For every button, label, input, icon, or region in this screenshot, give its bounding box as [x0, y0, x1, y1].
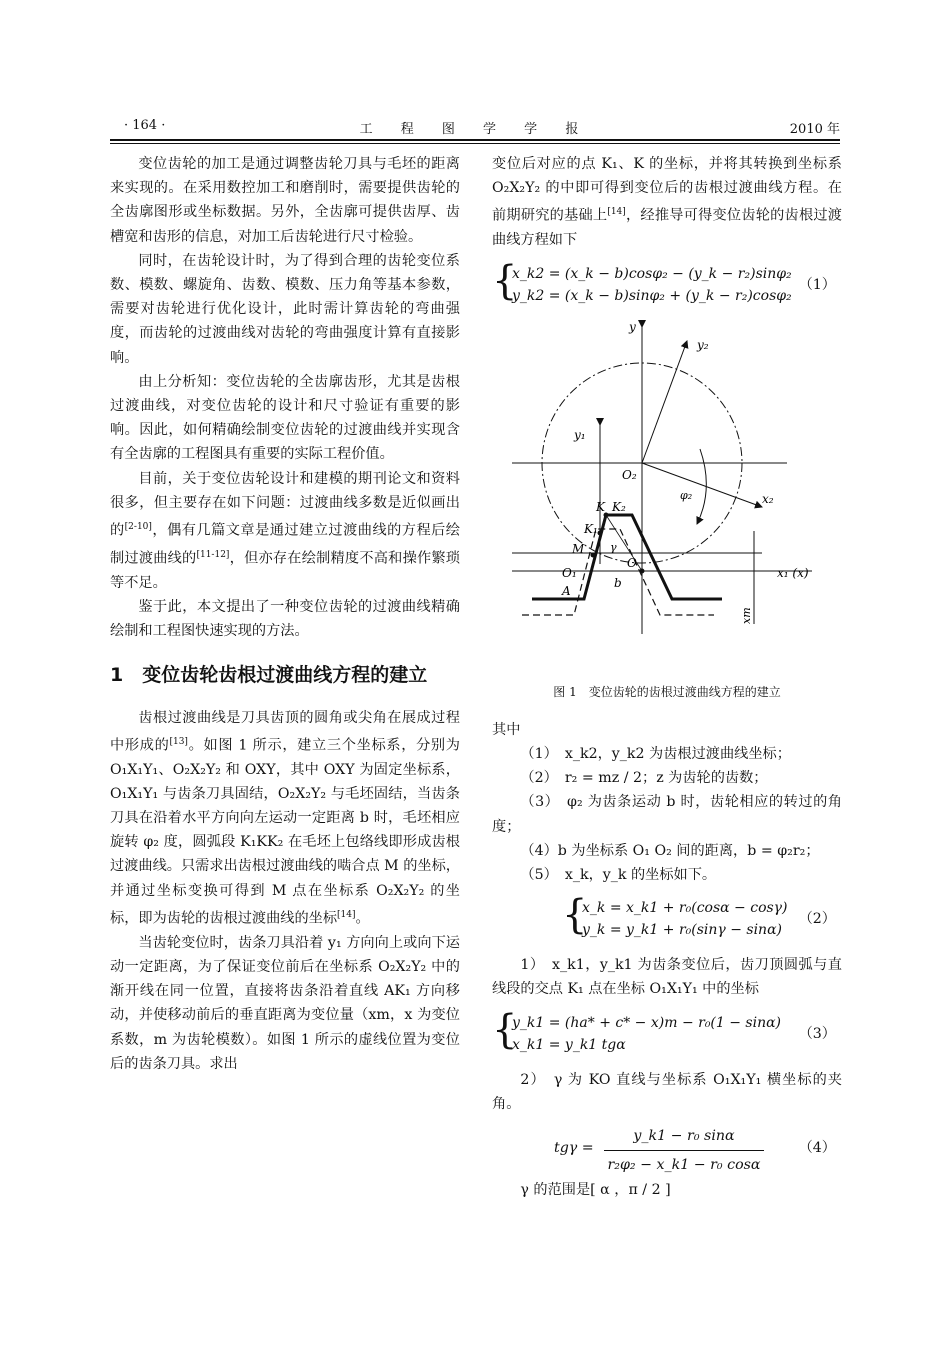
eq3-line-2: x_k1 = y_k1 tgα: [512, 1036, 626, 1053]
item-2: （2） r₂ = mz / 2；z 为齿轮的齿数；: [520, 770, 768, 787]
equation-brace: {: [492, 257, 518, 304]
label-b: b: [614, 575, 622, 590]
journal-name: 工 程 图 学 学 报: [359, 122, 591, 137]
p6-text-b: 。如图 1 所示，建立三个坐标系，分别为 O₁X₁Y₁、O₂X₂Y₂ 和 OXY，其中 OXY 为固定坐标系，O₁X₁Y₁ 与齿条刀具固结，O₂X₂Y₂ 与毛坯固结，当齿条刀具在沿着水平方向向左运动一定距离 b 时，毛坯相应旋转 φ₂ 度，圆弧段 K₁KK₂ 在毛坯上包络线即形成齿根过渡曲线。只需求出齿根过渡曲线的啮合点 M 的坐标，并通过坐标变换可得到 M 点在坐标系 O₂X₂Y₂ 的坐标，即为齿轮的齿根过渡曲线的坐标: [110, 737, 460, 927]
eq4-lhs: tgγ =: [554, 1139, 594, 1156]
gear-diagram: [492, 319, 842, 674]
rp1-text-a: 变位后对应的点 K₁、K 的坐标，并将其转换到坐标系 O₂X₂Y₂ 的中即可得到变位后的齿根过渡曲线方程。在前期研究的基础上: [492, 156, 842, 225]
sub-item-1: 1） x_k1，y_k1 为齿条变位后，齿刀顶圆弧与直线段的交点 K₁ 点在坐标 O₁X₁Y₁ 中的坐标: [492, 957, 842, 998]
ref-13: [13]: [169, 736, 188, 747]
ref-11-12: [11-12]: [196, 549, 230, 560]
eq2-line-1: x_k = x_k1 + r₀(cosα − cosγ): [582, 900, 788, 917]
paragraph-5: 鉴于此，本文提出了一种变位齿轮的过渡曲线精确绘制和工程图快速实现的方法。: [110, 599, 460, 640]
label-y2: y₂: [697, 337, 709, 352]
label-O1: O₁: [562, 565, 577, 580]
label-xm: xm: [740, 606, 753, 624]
running-header: [110, 118, 840, 138]
sub-item-2: 2） γ 为 KO 直线与坐标系 O₁X₁Y₁ 横坐标的夹角。: [492, 1071, 842, 1112]
rp1-text-b: ，经推导可得变位齿轮的齿根过渡曲线方程如下: [492, 208, 842, 249]
y2-axis: [642, 341, 687, 463]
label-y: y: [629, 319, 636, 334]
shifted-rack-profile: [522, 529, 714, 615]
figure-1-caption: 图 1 变位齿轮的齿根过渡曲线方程的建立: [553, 684, 781, 699]
item-5: （5） x_k，y_k 的坐标如下。: [520, 866, 717, 883]
item-1: （1） x_k2，y_k2 为齿根过渡曲线坐标；: [520, 745, 791, 762]
equation-2: [562, 892, 842, 945]
eq1-line-2: y_k2 = (x_k − b)sinφ₂ + (y_k − r₂)cosφ₂: [512, 287, 792, 304]
p4-text-a: 目前，关于变位齿轮设计和建模的期刊论文和资料很多，但主要存在如下问题：过渡曲线多数是近似画出的: [110, 470, 460, 539]
eq2-line-2: y_k = y_k1 + r₀(sinγ − sinα): [582, 922, 782, 939]
eq2-number: （2）: [798, 911, 836, 928]
left-column: [110, 152, 460, 1076]
paragraph-3: 由上分析知：变位齿轮的全齿廓齿形，尤其是齿根过渡曲线，对变位齿轮的设计和尺寸验证有重要的影响。因此，如何精确绘制变位齿轮的过渡曲线并实现含有全齿廓的工程图具有重要的实际工程价值。: [110, 373, 460, 463]
right-column: [492, 152, 842, 1202]
year: 2010 年: [789, 122, 840, 137]
ref-14: [14]: [337, 909, 356, 920]
paragraph-1: 变位齿轮的加工是通过调整齿轮刀具与毛坯的距离来实现的。在采用数控加工和磨削时，需要提供齿轮的全齿廓图形或坐标数据。另外，全齿廓可提供齿厚、齿槽宽和齿形的信息，对加工后齿轮进行尺寸检验。: [110, 156, 460, 245]
label-O2: O₂: [622, 467, 637, 482]
label-phi2: φ₂: [680, 488, 693, 502]
figure-1: [492, 319, 842, 674]
label-y1: y₁: [574, 427, 586, 442]
equation-4: [492, 1122, 842, 1172]
paragraph-2: 同时，在齿轮设计时，为了得到合理的齿轮变位系数、模数、螺旋角、齿数、模数、压力角等基本参数，需要对齿轮进行优化设计，此时需计算齿轮的弯曲强度，而齿轮的过渡曲线对齿轮的弯曲强度计算有直接影响。: [110, 252, 460, 366]
item-4: （4）b 为坐标系 O₁ O₂ 间的距离，b = φ₂r₂；: [520, 842, 820, 859]
label-K: K: [596, 499, 605, 514]
eq1-line-1: x_k2 = (x_k − b)cosφ₂ − (y_k − r₂)sinφ₂: [512, 265, 792, 282]
gamma-range: γ 的范围是[ α ，π / 2 ]: [520, 1181, 671, 1198]
p6-text-a: 齿根过渡曲线是刀具齿顶的圆角或尖角在展成过程中形成的: [110, 709, 460, 754]
paragraph-7: 当齿轮变位时，齿条刀具沿着 y₁ 方向向上或向下运动一定距离，为了保证变位前后在坐标系 O₂X₂Y₂ 中的渐开线在同一位置，直接将齿条沿着直线 AK₁ 方向移动，并使移动前后的垂直距离为变位量（xm，x 为变位系数，m 为齿轮模数）。如图 1 所示的虚线位置为变位后的齿条刀具。求出: [110, 934, 460, 1072]
paragraph-4: [110, 467, 460, 595]
equation-1: [492, 257, 842, 311]
label-x1x: x₁ (x): [777, 565, 809, 580]
p4-text-b: ，偶有几篇文章是通过建立过渡曲线的方程后绘制过渡曲线的: [110, 522, 460, 567]
eq4-numerator: y_k1 − r₀ sinα: [604, 1124, 764, 1151]
eq4-denominator: r₂φ₂ − x_k1 − r₀ cosα: [607, 1157, 761, 1174]
eq3-number: （3）: [798, 1025, 836, 1042]
header-rule-thick: [110, 139, 840, 141]
point-K1: [598, 530, 603, 535]
section-heading-1: 1 变位齿轮齿根过渡曲线方程的建立: [110, 663, 428, 686]
item-3: （3） φ₂ 为齿条运动 b 时，齿轮相应的转过的角度；: [492, 794, 842, 835]
eq4-number: （4）: [798, 1139, 836, 1156]
label-x2: x₂: [762, 491, 774, 506]
eq1-number: （1）: [798, 276, 836, 293]
ref-2-10: [2-10]: [124, 522, 152, 533]
equation-3: [492, 1006, 842, 1060]
header-rule-thin: [110, 143, 840, 144]
ref-14-b: [14]: [607, 207, 626, 218]
where-label: 其中: [492, 721, 521, 738]
label-K2: K₂: [612, 499, 626, 514]
x2-axis: [642, 463, 762, 507]
label-O: O: [627, 555, 637, 570]
label-A: A: [562, 583, 571, 598]
point-M: [591, 552, 596, 557]
label-gamma: γ: [610, 540, 617, 554]
label-K1: K₁: [584, 521, 598, 536]
equation-brace: {: [562, 892, 588, 939]
page-number: · 164 ·: [124, 118, 166, 133]
equation-brace: {: [492, 1006, 518, 1053]
p4-text-c: ，但亦存在绘制精度不高和操作繁琐等不足。: [110, 550, 460, 591]
paragraph-6: [110, 706, 460, 931]
eq3-line-1: y_k1 = (ha* + c* − x)m − r₀(1 − sinα): [512, 1014, 782, 1031]
right-paragraph-1: [492, 152, 842, 253]
label-M: M: [572, 541, 585, 556]
p6-text-c: 。: [355, 910, 370, 927]
